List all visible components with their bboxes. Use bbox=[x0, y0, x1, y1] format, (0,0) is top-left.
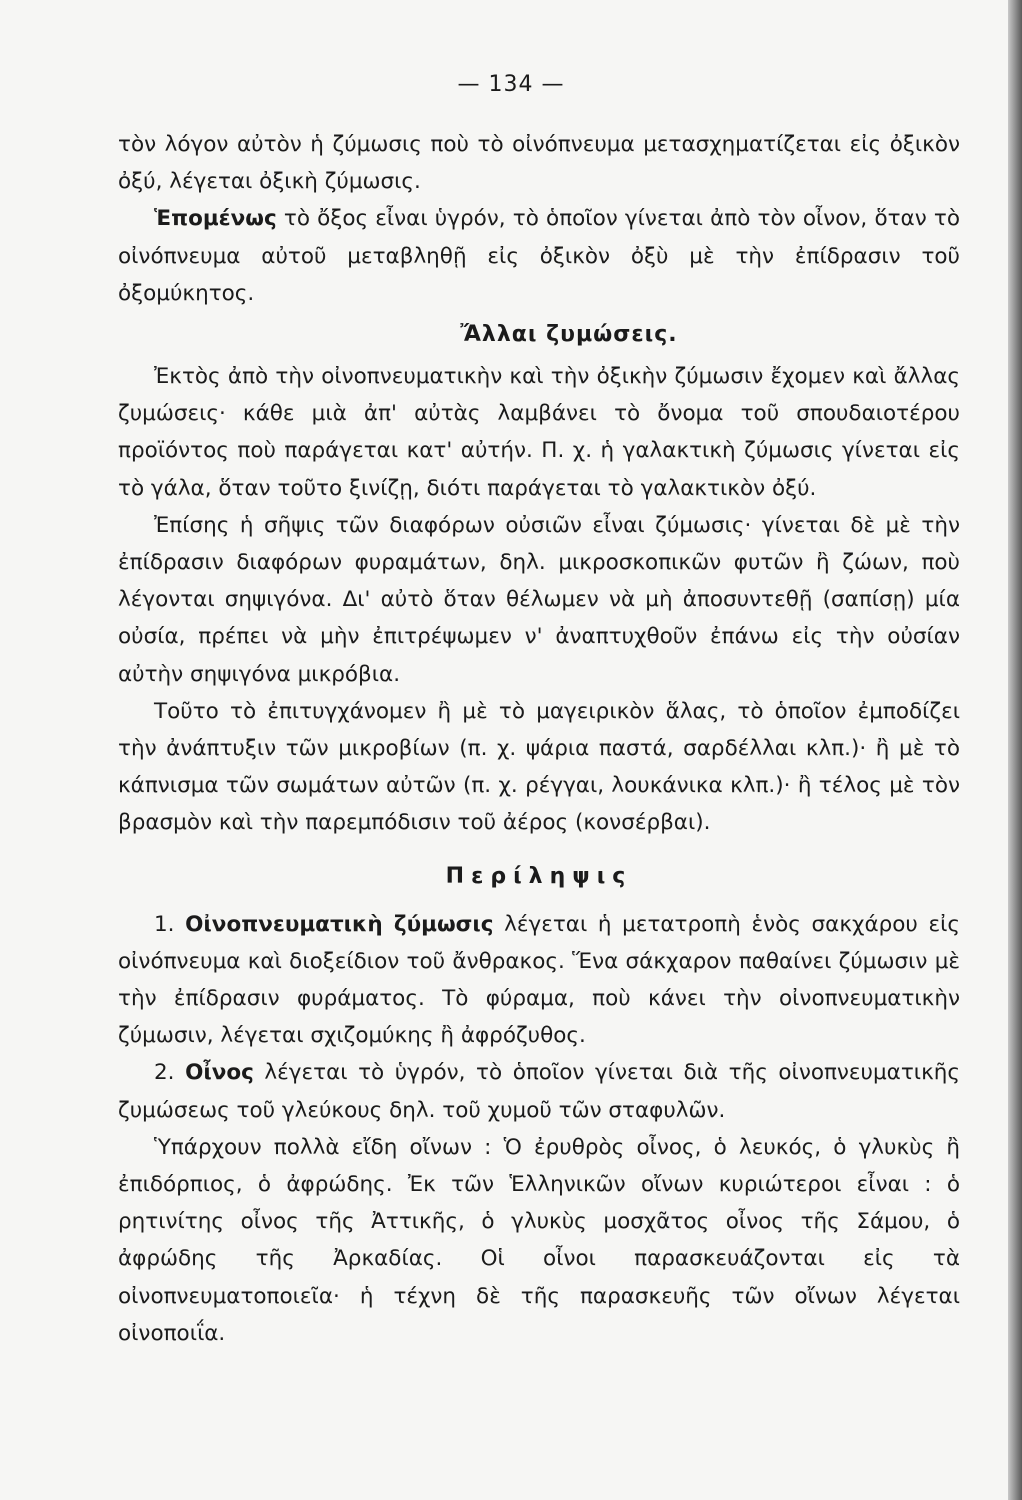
paragraph-wine-types: Ὑπάρχουν πολλὰ εἴδη οἴνων : Ὁ ἐρυθρὸς οἶνος, ὁ λευκός, ὁ γλυκὺς ἢ ἐπιδόρπιος, ὁ ἀφρώδης. Ἐκ τῶν Ἑλληνικῶν οἴνων κυριώτεροι εἶναι : ὁ ρητινίτης οἶνος τῆς Ἀττικῆς, ὁ γλυκὺς μοσχᾶτος οἶνος τῆς Σάμου, ὁ ἀφρώδης τῆς Ἀρκαδίας. Οἱ οἶνοι παρασκευάζονται εἰς τὰ οἰνοπνευματοποιεῖα· ἡ τέχνη δὲ τῆς παρασκευῆς τῶν οἴνων λέγεται οἰνοποιΐα. bbox=[118, 1134, 960, 1346]
summary-item-1-number: 1. bbox=[154, 911, 175, 937]
summary-item-1-text: λέγεται ἡ μετατροπὴ ἑνὸς σακχάρου εἰς οἰνόπνευμα καὶ διοξείδιον τοῦ ἄνθρακος. Ἕνα σάκχαρον παθαίνει ζύμωσιν μὲ τὴν ἐπίδρασιν φυράματος. Τὸ φύραμα, ποὺ κάνει τὴν οἰνοπνευματικὴν ζύμωσιν, λέγεται σχιζομύκης ἢ ἀφρόζυθος. bbox=[118, 911, 961, 1049]
summary-item-2 bbox=[118, 1054, 960, 1128]
paragraph-vinegar bbox=[118, 200, 960, 312]
page-edge-shadow bbox=[1008, 0, 1022, 1500]
paragraph-acetic-definition: τὸν λόγον αὐτὸν ἡ ζύμωσις ποὺ τὸ οἰνόπνευμα μετασχηματίζεται εἰς ὀξικὸν ὀξύ, λέγεται ὀξικὴ ζύμωσις. bbox=[118, 132, 960, 195]
summary-item-2-term: Οἶνος bbox=[185, 1060, 254, 1086]
paragraph-preservation: Τοῦτο τὸ ἐπιτυγχάνομεν ἢ μὲ τὸ μαγειρικὸν ἅλας, τὸ ὁποῖον ἐμποδίζει τὴν ἀνάπτυξιν τῶν μικροβίων (π. χ. ψάρια παστά, σαρδέλλαι κλπ.)· ἢ μὲ τὸ κάπνισμα τῶν σωμάτων αὐτῶν (π. χ. ρέγγαι, λουκάνικα κλπ.)· ἢ τέλος μὲ τὸν βρασμὸν καὶ τὴν παρεμπόδισιν τοῦ ἀέρος (κονσέρβαι). bbox=[118, 698, 960, 836]
body-text bbox=[118, 126, 960, 1352]
section-heading-summary: Περίληψις bbox=[445, 863, 633, 889]
paragraph-putrefaction: Ἐπίσης ἡ σῆψις τῶν διαφόρων οὐσιῶν εἶναι ζύμωσις· γίνεται δὲ μὲ τὴν ἐπίδρασιν διαφόρων φυραμάτων, δηλ. μικροσκοπικῶν φυτῶν ἢ ζώων, ποὺ λέγονται σηψιγόνα. Δι' αὐτὸ ὅταν θέλωμεν νὰ μὴ ἀποσυντεθῇ (σαπίσῃ) μία οὐσία, πρέπει νὰ μὴν ἐπιτρέψωμεν ν' ἀναπτυχθοῦν ἐπάνω εἰς τὴν οὐσίαν αὐτὴν σηψιγόνα μικρόβια. bbox=[118, 512, 960, 687]
summary-item-2-number: 2. bbox=[154, 1060, 175, 1086]
section-heading-other-fermentations: Ἄλλαι ζυμώσεις. bbox=[460, 322, 678, 348]
paragraph-other-fermentations: Ἐκτὸς ἀπὸ τὴν οἰνοπνευματικὴν καὶ τὴν ὀξικὴν ζύμωσιν ἔχομεν καὶ ἄλλας ζυμώσεις· κάθε μιὰ ἀπ' αὐτὰς λαμβάνει τὸ ὄνομα τοῦ σπουδαιοτέρου προϊόντος ποὺ παράγεται κατ' αὐτήν. Π. χ. ἡ γαλακτικὴ ζύμωσις γίνεται εἰς τὸ γάλα, ὅταν τοῦτο ξινίζῃ, διότι παράγεται τὸ γαλακτικὸν ὀξύ. bbox=[118, 364, 960, 501]
paragraph-vinegar-text: τὸ ὄξος εἶναι ὑγρόν, τὸ ὁποῖον γίνεται ἀπὸ τὸν οἶνον, ὅταν τὸ οἰνόπνευμα αὐτοῦ μεταβληθῇ εἰς ὀξικὸν ὀξὺ μὲ τὴν ἐπίδρασιν τοῦ ὀξομύκητος. bbox=[118, 206, 960, 306]
lead-word: Ἑπομένως bbox=[154, 206, 277, 232]
summary-item-1 bbox=[118, 906, 960, 1055]
summary-item-1-term: Οἰνοπνευματικὴ ζύμωσις bbox=[185, 911, 494, 937]
summary-item-2-text: λέγεται τὸ ὑγρόν, τὸ ὁποῖον γίνεται διὰ τῆς οἰνοπνευματικῆς ζυμώσεως τοῦ γλεύκους δηλ. τοῦ χυμοῦ τῶν σταφυλῶν. bbox=[118, 1060, 960, 1123]
page-number: — 134 — bbox=[457, 72, 565, 97]
